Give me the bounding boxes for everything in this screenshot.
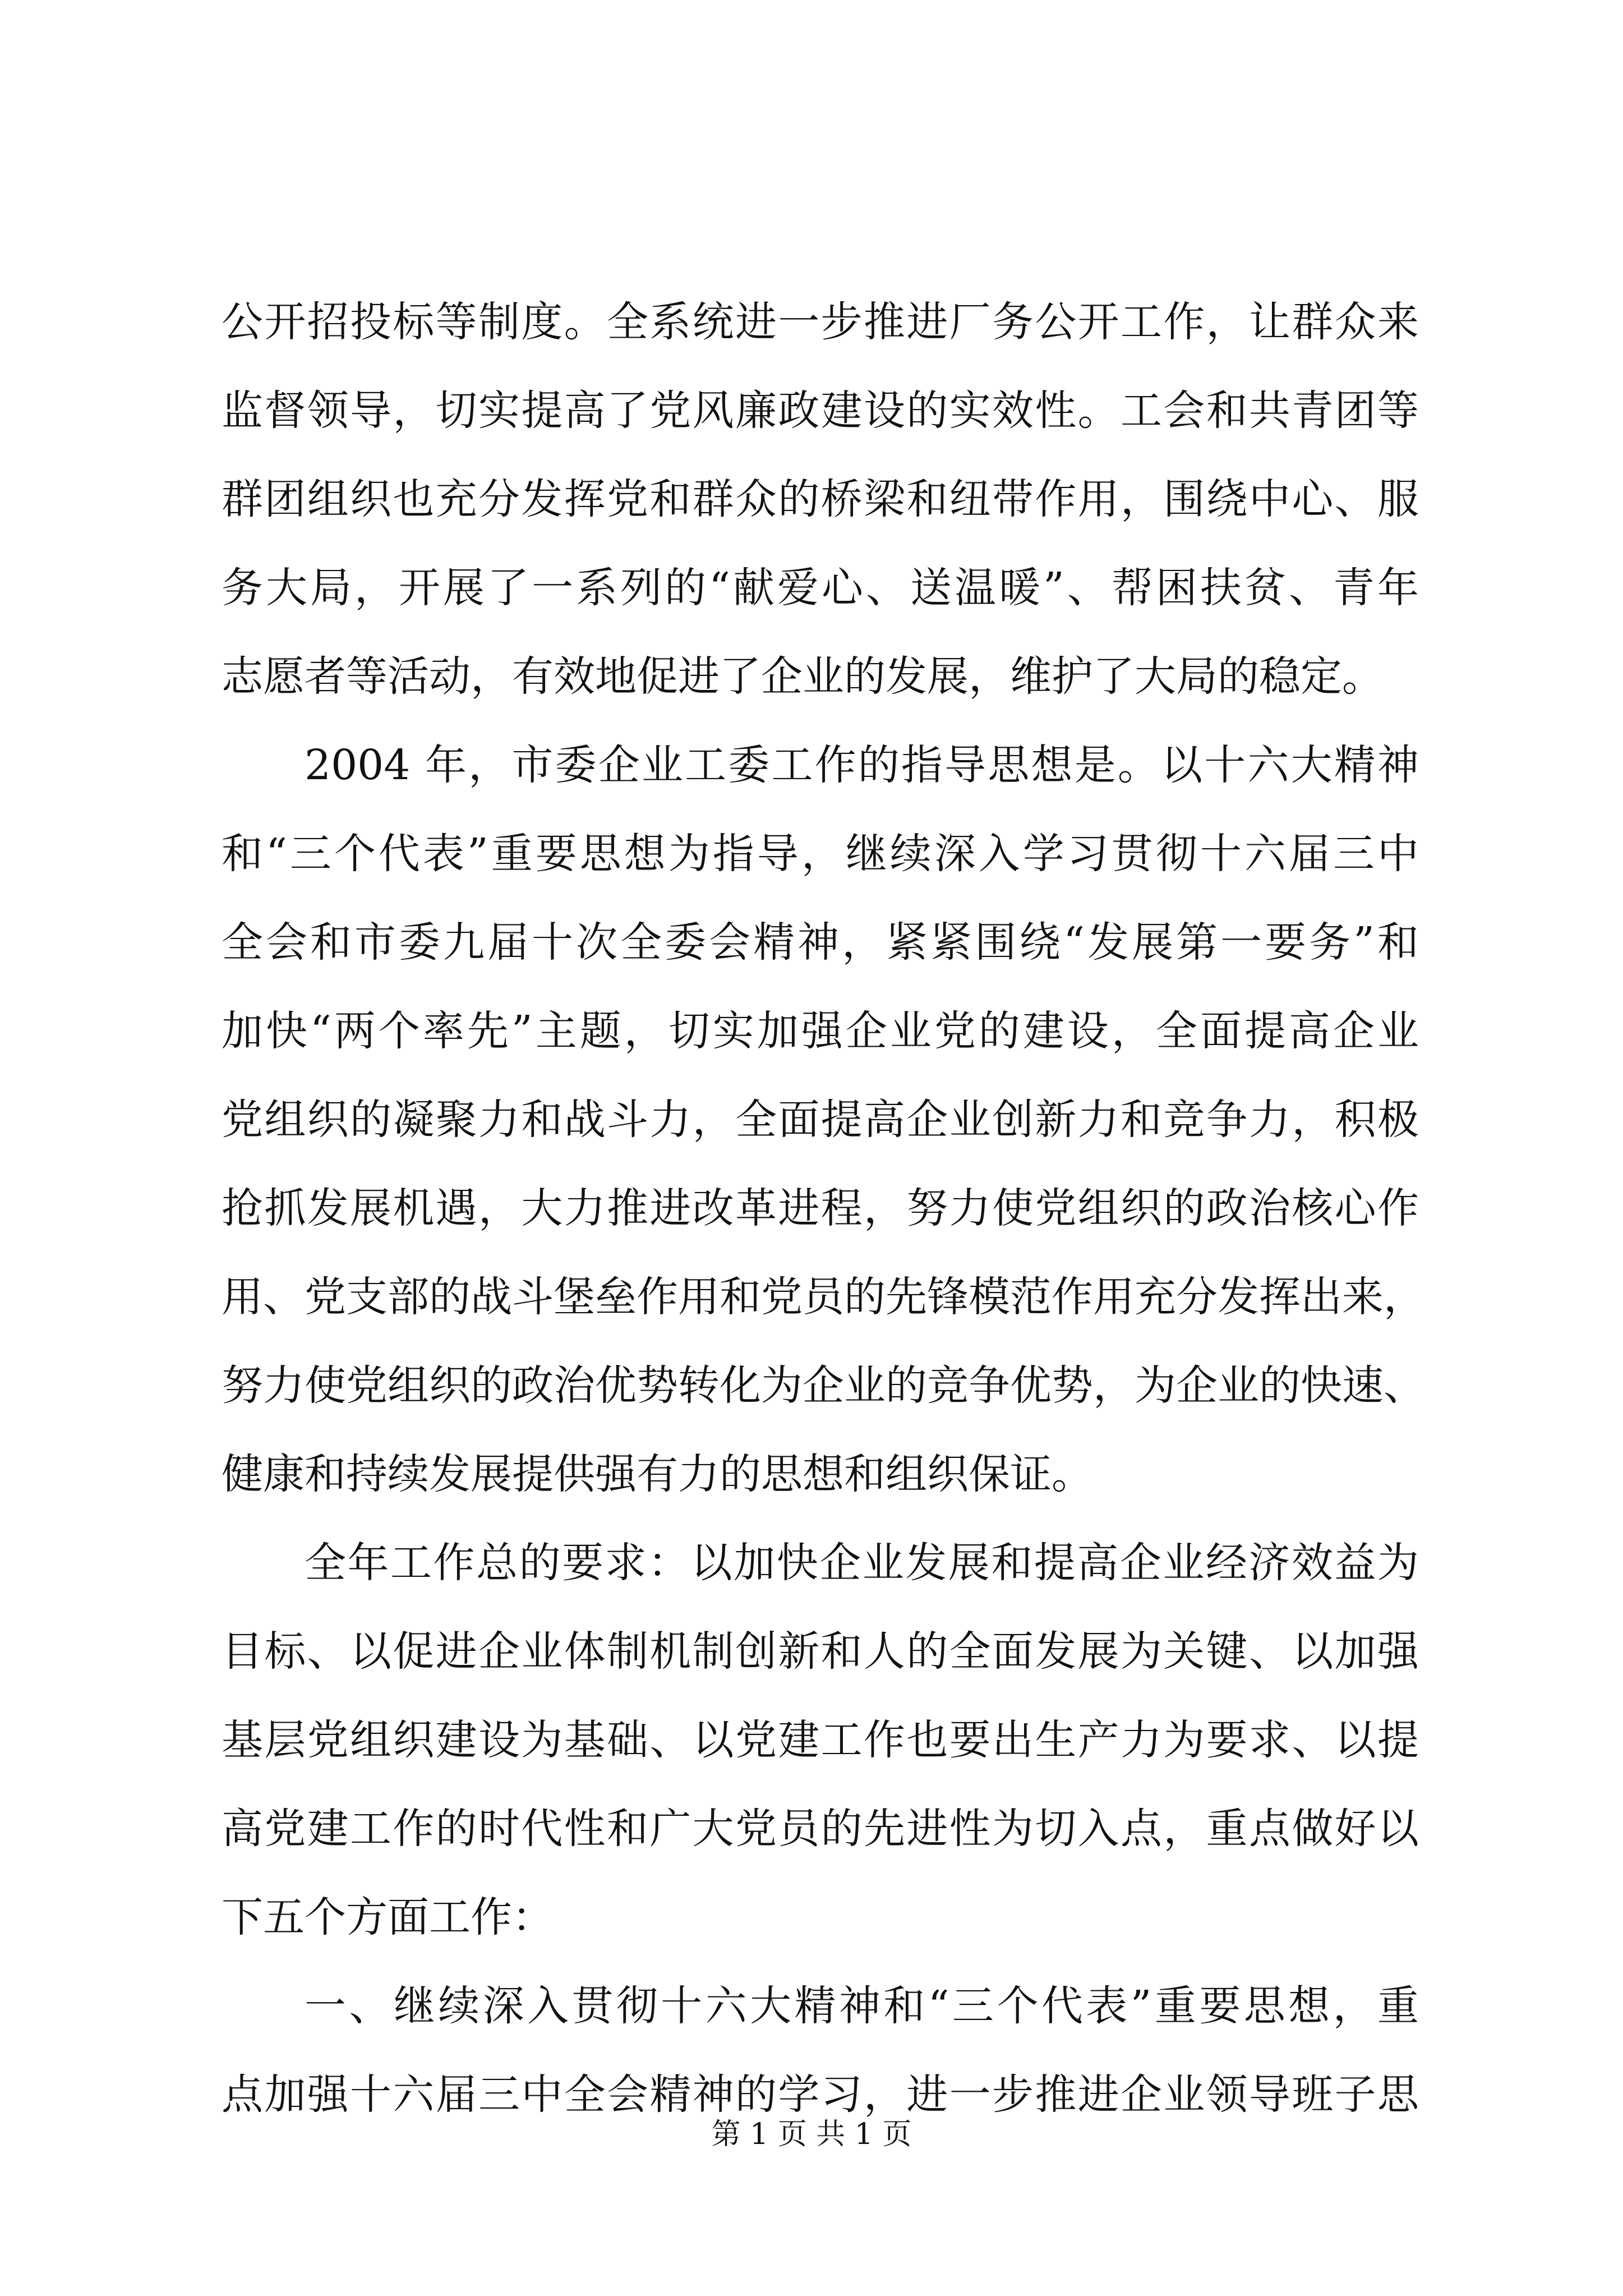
text-line: 点加强十六届三中全会精神的学习，进一步推进企业领导班子思 — [222, 2070, 1419, 2119]
text-line: 和“三个代表”重要思想为指导，继续深入学习贯彻十六届三中 — [222, 830, 1419, 878]
text-line: 全年工作总的要求：以加快企业发展和提高企业经济效益为 — [305, 1539, 1419, 1587]
text-line: 志愿者等活动，有效地促进了企业的发展，维护了大局的稳定。 — [222, 652, 1384, 701]
text-line: 加快“两个率先”主题，切实加强企业党的建设，全面提高企业 — [222, 1007, 1419, 1055]
text-line: 党组织的凝聚力和战斗力，全面提高企业创新力和竞争力，积极 — [222, 1096, 1419, 1144]
text-line: 下五个方面工作： — [222, 1893, 554, 1941]
text-line: 用、党支部的战斗堡垒作用和党员的先锋模范作用充分发挥出来， — [222, 1273, 1425, 1321]
page-footer: 第 1 页 共 1 页 — [711, 2118, 912, 2151]
text-line: 监督领导，切实提高了党风廉政建设的实效性。工会和共青团等 — [222, 386, 1419, 435]
text-line: 抢抓发展机遇，大力推进改革进程，努力使党组织的政治核心作 — [222, 1184, 1419, 1232]
text-line: 全会和市委九届十次全委会精神，紧紧围绕“发展第一要务”和 — [222, 918, 1419, 967]
text-line: 公开招投标等制度。全系统进一步推进厂务公开工作，让群众来 — [222, 298, 1419, 346]
document-body — [222, 278, 1425, 2139]
text-line: 群团组织也充分发挥党和群众的桥梁和纽带作用，围绕中心、服 — [222, 475, 1419, 523]
text-line: 目标、以促进企业体制机制创新和人的全面发展为关键、以加强 — [222, 1627, 1419, 1676]
text-line: 2004 年，市委企业工委工作的指导思想是。以十六大精神 — [305, 741, 1419, 789]
text-line: 基层党组织建设为基础、以党建工作也要出生产力为要求、以提 — [222, 1716, 1419, 1764]
text-line: 高党建工作的时代性和广大党员的先进性为切入点，重点做好以 — [222, 1805, 1419, 1853]
text-line: 努力使党组织的政治优势转化为企业的竞争优势，为企业的快速、 — [222, 1361, 1425, 1410]
text-line: 健康和持续发展提供强有力的思想和组织保证。 — [222, 1450, 1093, 1498]
text-line: 一、继续深入贯彻十六大精神和“三个代表”重要思想，重 — [305, 1982, 1419, 2030]
text-line: 务大局，开展了一系列的“献爱心、送温暖”、帮困扶贫、青年 — [222, 564, 1419, 612]
